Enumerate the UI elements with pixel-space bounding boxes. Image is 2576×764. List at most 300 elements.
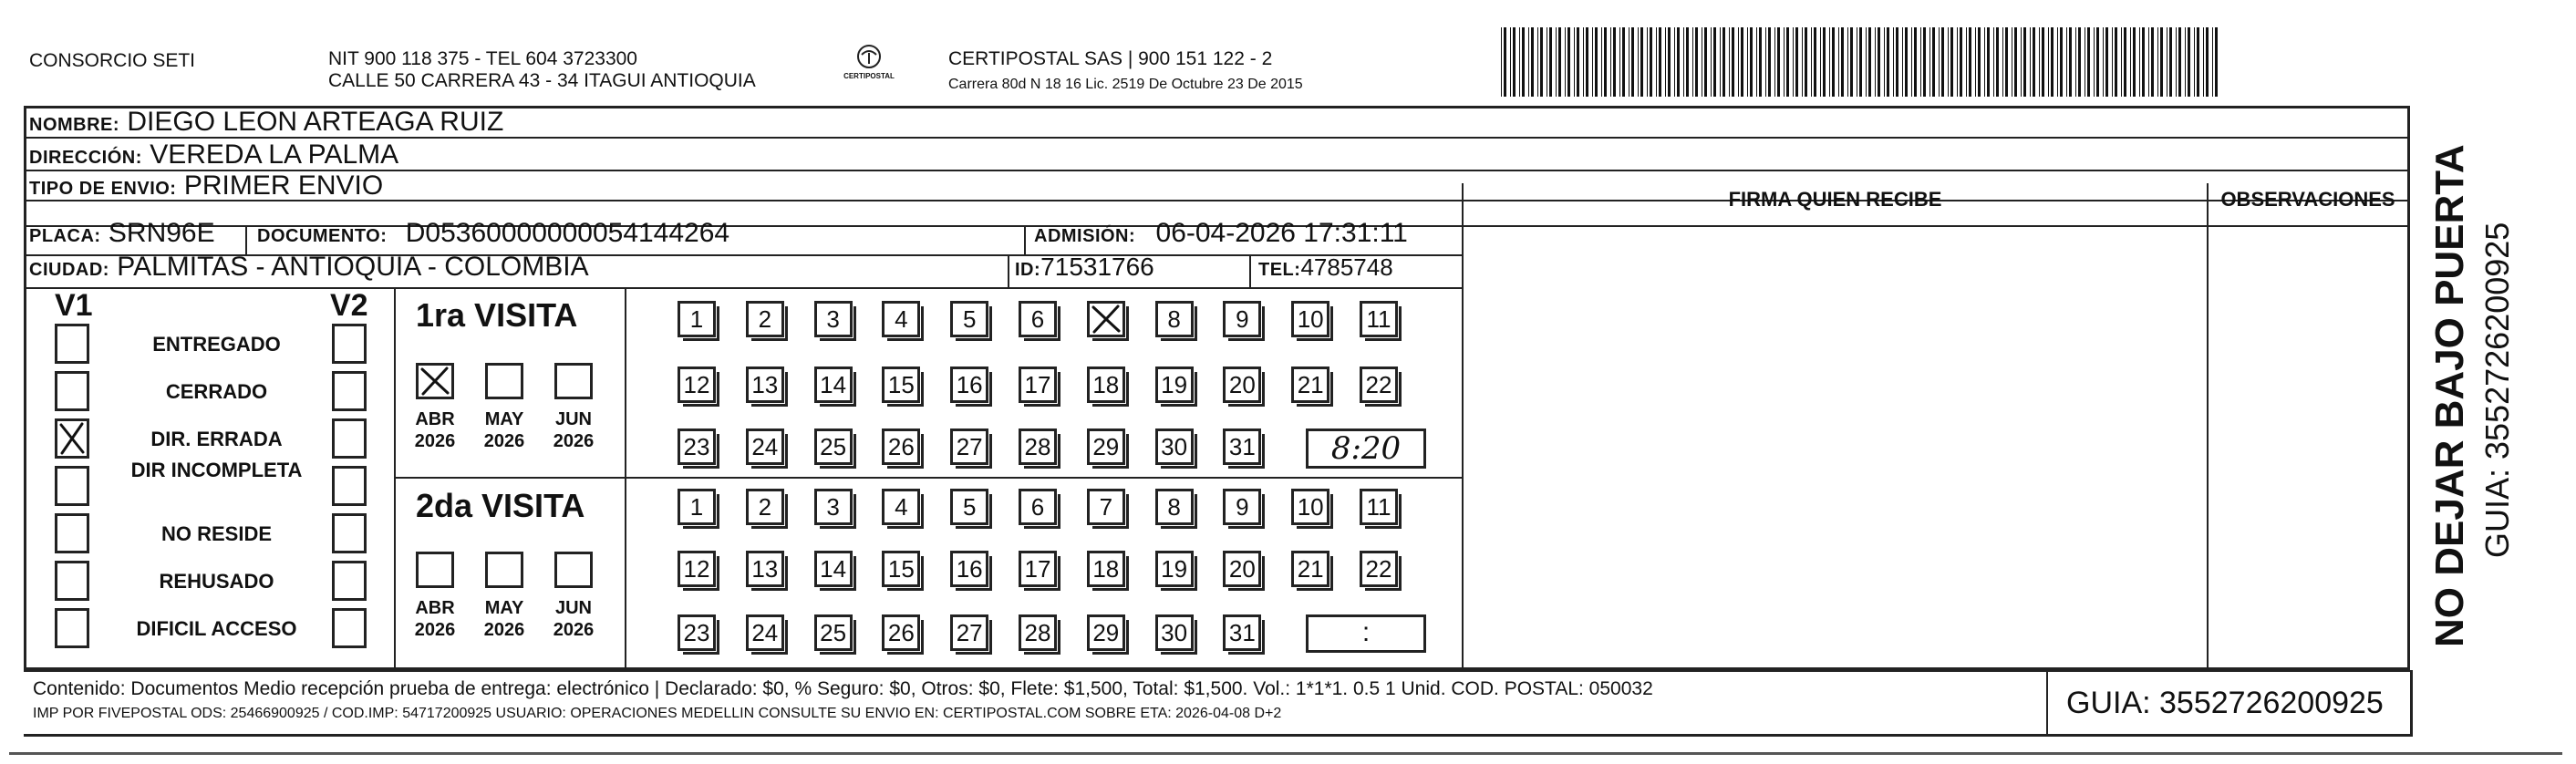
barcode-bar xyxy=(1950,27,1953,97)
nit-line: NIT 900 118 375 - TEL 604 3723300 xyxy=(328,48,637,69)
barcode-bar xyxy=(1686,27,1689,97)
col-line xyxy=(2410,670,2413,737)
second-visit-day[interactable]: 23 xyxy=(678,614,716,651)
barcode-bar xyxy=(2121,27,2122,97)
v2-checkbox[interactable] xyxy=(332,418,367,459)
barcode-bar xyxy=(1887,27,1889,97)
barcode-bar xyxy=(1513,27,1516,97)
month-name: ABR xyxy=(415,598,455,618)
barcode-bar xyxy=(2078,27,2081,97)
first-visit-day[interactable]: 1 xyxy=(678,301,716,337)
barcode-bar xyxy=(1805,27,1807,97)
barcode-bar xyxy=(2060,27,2063,97)
second-visit-day[interactable]: 24 xyxy=(746,614,784,651)
col-line xyxy=(625,287,626,670)
barcode-bar xyxy=(1984,27,1985,97)
barcode-bar xyxy=(1878,27,1880,97)
barcode-bar xyxy=(1711,27,1712,97)
barcode-bar xyxy=(2115,27,2117,97)
barcode-bar xyxy=(1768,27,1771,97)
second-visit-day[interactable]: 31 xyxy=(1223,614,1261,651)
barcode-bar xyxy=(1501,27,1502,97)
first-visit-day[interactable]: 4 xyxy=(882,301,920,337)
second-visit-day[interactable]: 25 xyxy=(814,614,853,651)
tipo-value: PRIMER ENVIO xyxy=(183,170,384,201)
barcode-bar xyxy=(1957,27,1958,97)
nombre-row xyxy=(29,106,503,141)
v1-checkbox[interactable] xyxy=(55,466,89,506)
second-visit-day[interactable]: 11 xyxy=(1360,489,1398,525)
barcode-bar xyxy=(1519,27,1520,97)
barcode-bar xyxy=(1640,27,1643,97)
barcode-bar xyxy=(1556,27,1557,97)
month-name: JUN xyxy=(554,598,592,618)
second-visit-day[interactable]: 13 xyxy=(746,551,784,587)
barcode-bar xyxy=(1565,27,1566,97)
barcode-bar xyxy=(1784,27,1785,97)
tipo-label: TIPO DE ENVIO: xyxy=(29,179,177,199)
barcode-bar xyxy=(1537,27,1538,97)
barcode-bar xyxy=(1868,27,1871,97)
barcode-bar xyxy=(2087,27,2090,97)
barcode-bar xyxy=(2142,27,2145,97)
first-visit-month-box[interactable] xyxy=(416,363,454,399)
barcode-bar xyxy=(2075,27,2076,97)
barcode-bar xyxy=(2212,27,2213,97)
x-mark-icon xyxy=(1090,304,1122,335)
barcode-bar xyxy=(1756,27,1757,97)
barcode-bar xyxy=(1939,27,1940,97)
barcode-bar xyxy=(1759,27,1762,97)
first-visit-day[interactable]: 26 xyxy=(882,428,920,465)
barcode-bar xyxy=(1510,27,1511,97)
first-visit-day[interactable]: 15 xyxy=(882,367,920,403)
second-visit-day[interactable]: 30 xyxy=(1155,614,1194,651)
logo-text: CERTIPOSTAL xyxy=(843,72,895,80)
certipostal-logo xyxy=(837,44,901,80)
barcode-bar xyxy=(1674,27,1675,97)
first-visit-day[interactable]: 22 xyxy=(1360,367,1398,403)
month-label xyxy=(546,597,601,641)
barcode-bar xyxy=(1747,27,1748,97)
month-name: ABR xyxy=(415,409,455,429)
barcode-bar xyxy=(1929,27,1930,97)
first-visit-month-box[interactable] xyxy=(485,363,523,399)
first-visit-day[interactable]: 11 xyxy=(1360,301,1398,337)
documento-value: D05360000000054144264 xyxy=(405,218,730,248)
barcode-bar xyxy=(1713,27,1716,97)
row-line xyxy=(394,477,1463,479)
first-visit-day[interactable]: 17 xyxy=(1019,367,1057,403)
tel-label: TEL: xyxy=(1258,260,1301,280)
barcode-bar xyxy=(1932,27,1935,97)
barcode-bar xyxy=(1619,27,1620,97)
v2-checkbox[interactable] xyxy=(332,561,367,601)
barcode-bar xyxy=(1996,27,1999,97)
barcode-bar xyxy=(1650,27,1652,97)
barcode-bar xyxy=(1911,27,1912,97)
second-visit-day[interactable]: 12 xyxy=(678,551,716,587)
second-visit-day[interactable]: 4 xyxy=(882,489,920,525)
first-visit-day[interactable]: 31 xyxy=(1223,428,1261,465)
barcode-bar xyxy=(1558,27,1561,97)
second-visit-day[interactable]: 15 xyxy=(882,551,920,587)
first-visit-day[interactable]: 27 xyxy=(950,428,988,465)
barcode-bar xyxy=(1738,27,1739,97)
footer-guia: GUIA: 3552726200925 xyxy=(2066,686,2384,720)
first-visit-day[interactable]: 9 xyxy=(1223,301,1261,337)
second-visit-day[interactable]: 22 xyxy=(1360,551,1398,587)
month-year: 2026 xyxy=(414,431,456,451)
barcode-bar xyxy=(1923,27,1926,97)
v1-checkbox[interactable] xyxy=(55,513,89,553)
v2-checkbox[interactable] xyxy=(332,513,367,553)
first-visit-title: 1ra VISITA xyxy=(416,296,578,334)
barcode-bar xyxy=(1577,27,1579,97)
placa-cell xyxy=(29,217,215,253)
barcode-bar xyxy=(1504,27,1506,97)
barcode-bar xyxy=(1631,27,1634,97)
certi-line-2: Carrera 80d N 18 16 Lic. 2519 De Octubre 23 De 2015 xyxy=(948,77,1303,92)
barcode-bar xyxy=(1829,27,1830,97)
barcode-bar xyxy=(1811,27,1812,97)
barcode-bar xyxy=(2033,27,2035,97)
first-visit-day[interactable]: 2 xyxy=(746,301,784,337)
row-line xyxy=(24,670,2410,672)
barcode-bar xyxy=(1638,27,1639,97)
footer-content: Contenido: Documentos Medio recepción prueba de entrega: electrónico | Declarado: $0, % Seguro: $0, Otros: $0, Flete: $1,500, Total: $1,500. Vol.: 1*1*1. 0.5 1 Unid. COD. POSTAL: 050032 xyxy=(33,678,1653,699)
barcode-bar xyxy=(2069,27,2072,97)
barcode-bar xyxy=(2148,27,2149,97)
first-visit-day[interactable]: 23 xyxy=(678,428,716,465)
barcode-bar xyxy=(1875,27,1876,97)
v1-checkbox[interactable] xyxy=(55,608,89,648)
barcode-bar xyxy=(1677,27,1680,97)
v1-checkbox[interactable] xyxy=(55,561,89,601)
first-visit-day[interactable]: 8 xyxy=(1155,301,1194,337)
barcode-bar xyxy=(1522,27,1525,97)
month-label xyxy=(408,597,462,641)
second-visit-day[interactable]: 10 xyxy=(1291,489,1329,525)
month-year: 2026 xyxy=(553,431,595,451)
barcode-bar xyxy=(1528,27,1529,97)
barcode-bar xyxy=(1978,27,1981,97)
ciudad-label: CIUDAD: xyxy=(29,260,109,280)
status-label: DIFICIL ACCESO xyxy=(136,617,297,640)
second-visit-day[interactable]: 29 xyxy=(1087,614,1125,651)
barcode-bar xyxy=(1595,27,1598,97)
barcode-bar xyxy=(1847,27,1848,97)
nombre-value: DIEGO LEON ARTEAGA RUIZ xyxy=(127,107,504,137)
month-label xyxy=(477,408,532,452)
first-visit-day[interactable]: 21 xyxy=(1291,367,1329,403)
barcode-bar xyxy=(2002,27,2003,97)
barcode-bar xyxy=(1604,27,1607,97)
no-dejar-bajo-puerta: NO DEJAR BAJO PUERTA xyxy=(2427,144,2472,647)
second-visit-day[interactable]: 18 xyxy=(1087,551,1125,587)
first-visit-day[interactable]: 19 xyxy=(1155,367,1194,403)
month-label xyxy=(408,408,462,452)
barcode-bar xyxy=(2194,27,2195,97)
x-mark-icon xyxy=(57,421,87,456)
barcode xyxy=(1501,27,2226,97)
documento-label: DOCUMENTO: xyxy=(257,226,388,246)
barcode-bar xyxy=(1902,27,1903,97)
second-visit-month-box[interactable] xyxy=(416,552,454,588)
month-name: MAY xyxy=(484,409,524,429)
v2-checkbox[interactable] xyxy=(332,324,367,364)
barcode-bar xyxy=(2160,27,2163,97)
second-visit-title: 2da VISITA xyxy=(416,487,585,524)
barcode-bar xyxy=(1841,27,1844,97)
barcode-bar xyxy=(2066,27,2067,97)
footer-meta: IMP POR FIVEPOSTAL ODS: 25466900925 / COD.IMP: 54717200925 USUARIO: OPERACIONES MEDELLIN CONSULTE SU ENVIO EN: CERTIPOSTAL.COM SOBRE ETA: 2026-04-08 D+2 xyxy=(33,706,1282,721)
first-visit-month-box[interactable] xyxy=(554,363,593,399)
status-label: CERRADO xyxy=(165,380,268,403)
first-visit-day[interactable]: 24 xyxy=(746,428,784,465)
second-visit-day[interactable]: 7 xyxy=(1087,489,1125,525)
barcode-bar xyxy=(1896,27,1898,97)
first-visit-day[interactable]: 12 xyxy=(678,367,716,403)
ciudad-value: PALMITAS - ANTIOQUIA - COLOMBIA xyxy=(117,252,589,282)
second-visit-day[interactable]: 5 xyxy=(950,489,988,525)
first-visit-day[interactable]: 28 xyxy=(1019,428,1057,465)
barcode-bar xyxy=(2021,27,2022,97)
barcode-bar xyxy=(1656,27,1657,97)
second-visit-month-box[interactable] xyxy=(554,552,593,588)
barcode-bar xyxy=(1592,27,1593,97)
barcode-bar xyxy=(2030,27,2031,97)
barcode-bar xyxy=(1692,27,1693,97)
barcode-bar xyxy=(2206,27,2209,97)
side-guia: GUIA: 3552726200925 xyxy=(2478,222,2516,558)
barcode-bar xyxy=(1732,27,1734,97)
first-visit-day[interactable]: 10 xyxy=(1291,301,1329,337)
barcode-bar xyxy=(1969,27,1971,97)
barcode-bar xyxy=(2112,27,2113,97)
bottom-line xyxy=(24,734,2410,737)
barcode-bar xyxy=(1665,27,1666,97)
second-visit-day[interactable]: 19 xyxy=(1155,551,1194,587)
barcode-bar xyxy=(1948,27,1949,97)
admision-cell xyxy=(1034,217,1408,253)
first-visit-time[interactable]: 8:20 xyxy=(1306,428,1426,469)
barcode-bar xyxy=(2197,27,2199,97)
nombre-label: NOMBRE: xyxy=(29,115,120,135)
status-label: DIR INCOMPLETA xyxy=(130,459,303,481)
barcode-bar xyxy=(1777,27,1780,97)
barcode-bar xyxy=(2203,27,2204,97)
placa-value: SRN96E xyxy=(108,218,215,248)
firma-header: FIRMA QUIEN RECIBE xyxy=(1728,188,1942,211)
direccion-label: DIRECCIÓN: xyxy=(29,148,142,168)
barcode-bar xyxy=(2124,27,2126,97)
col-line xyxy=(1462,183,1464,670)
col-line xyxy=(2046,670,2048,734)
v1-checkbox[interactable] xyxy=(55,324,89,364)
admision-label: ADMISIÓN: xyxy=(1034,226,1136,246)
placa-label: PLACA: xyxy=(29,226,101,246)
second-visit-day[interactable]: 16 xyxy=(950,551,988,587)
month-label xyxy=(546,408,601,452)
barcode-bar xyxy=(2133,27,2136,97)
v1-checkbox[interactable] xyxy=(55,371,89,411)
id-cell xyxy=(1015,251,1154,286)
address-line: CALLE 50 CARRERA 43 - 34 ITAGUI ANTIOQUIA xyxy=(328,70,756,91)
v1-checkbox[interactable] xyxy=(55,418,89,459)
month-year: 2026 xyxy=(483,431,525,451)
barcode-bar xyxy=(2103,27,2104,97)
first-visit-day[interactable]: 18 xyxy=(1087,367,1125,403)
barcode-bar xyxy=(2094,27,2095,97)
status-label: NO RESIDE xyxy=(160,522,273,545)
barcode-bar xyxy=(1695,27,1698,97)
barcode-bar xyxy=(1975,27,1976,97)
barcode-bar xyxy=(2039,27,2040,97)
barcode-bar xyxy=(2048,27,2049,97)
documento-cell xyxy=(257,217,729,253)
second-visit-day[interactable]: 6 xyxy=(1019,489,1057,525)
second-visit-day[interactable]: 20 xyxy=(1223,551,1261,587)
barcode-bar xyxy=(1832,27,1835,97)
first-visit-day[interactable] xyxy=(1087,301,1125,337)
barcode-bar xyxy=(1838,27,1839,97)
barcode-bar xyxy=(2139,27,2140,97)
second-visit-day[interactable]: 8 xyxy=(1155,489,1194,525)
barcode-bar xyxy=(1622,27,1625,97)
barcode-bar xyxy=(2130,27,2131,97)
barcode-bar xyxy=(1668,27,1671,97)
barcode-bar xyxy=(1583,27,1584,97)
second-visit-day[interactable]: 3 xyxy=(814,489,853,525)
v2-checkbox[interactable] xyxy=(332,466,367,506)
second-visit-day[interactable]: 2 xyxy=(746,489,784,525)
barcode-bar xyxy=(1966,27,1967,97)
month-name: MAY xyxy=(484,598,524,618)
first-visit-day[interactable]: 5 xyxy=(950,301,988,337)
barcode-bar xyxy=(1987,27,1990,97)
tipo-row xyxy=(29,170,383,205)
col-line xyxy=(1008,254,1009,287)
first-visit-day[interactable]: 20 xyxy=(1223,367,1261,403)
barcode-bar xyxy=(1823,27,1826,97)
barcode-bar xyxy=(1802,27,1803,97)
month-year: 2026 xyxy=(414,620,456,640)
first-visit-day[interactable]: 14 xyxy=(814,367,853,403)
barcode-bar xyxy=(1647,27,1648,97)
month-name: JUN xyxy=(554,409,592,429)
barcode-bar xyxy=(1567,27,1570,97)
first-visit-day[interactable]: 6 xyxy=(1019,301,1057,337)
row-line xyxy=(24,287,1463,289)
certipostal-logo-icon xyxy=(851,44,887,69)
tel-cell xyxy=(1258,251,1393,286)
first-visit-day[interactable]: 30 xyxy=(1155,428,1194,465)
barcode-bar xyxy=(2057,27,2058,97)
second-visit-day[interactable]: 28 xyxy=(1019,614,1057,651)
second-visit-day[interactable]: 14 xyxy=(814,551,853,587)
second-visit-month-box[interactable] xyxy=(485,552,523,588)
barcode-bar xyxy=(1741,27,1743,97)
barcode-bar xyxy=(2157,27,2158,97)
barcode-bar xyxy=(1540,27,1543,97)
barcode-bar xyxy=(1795,27,1798,97)
barcode-bar xyxy=(1820,27,1821,97)
second-visit-day[interactable]: 1 xyxy=(678,489,716,525)
month-label xyxy=(477,597,532,641)
barcode-bar xyxy=(1531,27,1534,97)
barcode-bar xyxy=(2096,27,2099,97)
barcode-bar xyxy=(1914,27,1917,97)
first-visit-day[interactable]: 16 xyxy=(950,367,988,403)
observaciones-header: OBSERVACIONES xyxy=(2220,188,2395,211)
admision-value: 06-04-2026 17:31:11 xyxy=(1155,218,1408,248)
barcode-bar xyxy=(1723,27,1725,97)
barcode-bar xyxy=(1960,27,1962,97)
barcode-bar xyxy=(1920,27,1921,97)
barcode-bar xyxy=(2178,27,2181,97)
second-visit-day[interactable]: 26 xyxy=(882,614,920,651)
first-visit-day[interactable]: 29 xyxy=(1087,428,1125,465)
barcode-bar xyxy=(2051,27,2054,97)
barcode-bar xyxy=(1601,27,1602,97)
v2-checkbox[interactable] xyxy=(332,371,367,411)
barcode-bar xyxy=(1866,27,1867,97)
v2-label: V2 xyxy=(330,288,368,323)
second-visit-day[interactable]: 9 xyxy=(1223,489,1261,525)
col-line xyxy=(1249,254,1251,287)
status-label: REHUSADO xyxy=(159,570,274,593)
barcode-bar xyxy=(1613,27,1616,97)
second-visit-day[interactable]: 27 xyxy=(950,614,988,651)
barcode-bar xyxy=(1659,27,1661,97)
col-line xyxy=(394,287,396,670)
barcode-bar xyxy=(1859,27,1862,97)
ciudad-cell xyxy=(29,251,589,286)
tel-value: 4785748 xyxy=(1300,253,1393,281)
first-visit-day[interactable]: 13 xyxy=(746,367,784,403)
company-name: CONSORCIO SETI xyxy=(29,50,196,71)
barcode-bar xyxy=(1765,27,1766,97)
barcode-bar xyxy=(1704,27,1707,97)
second-visit-time[interactable]: : xyxy=(1306,614,1426,653)
month-year: 2026 xyxy=(483,620,525,640)
barcode-bar xyxy=(1750,27,1753,97)
direccion-value: VEREDA LA PALMA xyxy=(150,139,399,170)
barcode-bar xyxy=(1683,27,1684,97)
barcode-bar xyxy=(1774,27,1775,97)
status-label: ENTREGADO xyxy=(152,333,281,356)
barcode-bar xyxy=(1814,27,1816,97)
barcode-bar xyxy=(1993,27,1994,97)
barcode-bar xyxy=(1850,27,1853,97)
barcode-bar xyxy=(1720,27,1721,97)
barcode-bar xyxy=(1586,27,1588,97)
second-visit-day[interactable]: 21 xyxy=(1291,551,1329,587)
v2-checkbox[interactable] xyxy=(332,608,367,648)
first-visit-day[interactable]: 25 xyxy=(814,428,853,465)
second-visit-day[interactable]: 17 xyxy=(1019,551,1057,587)
id-label: ID: xyxy=(1015,260,1041,280)
month-year: 2026 xyxy=(553,620,595,640)
barcode-bar xyxy=(2023,27,2026,97)
barcode-bar xyxy=(2151,27,2154,97)
barcode-bar xyxy=(2105,27,2108,97)
barcode-bar xyxy=(1893,27,1894,97)
x-mark-icon xyxy=(419,366,451,397)
first-visit-day[interactable]: 3 xyxy=(814,301,853,337)
barcode-bar xyxy=(1941,27,1944,97)
